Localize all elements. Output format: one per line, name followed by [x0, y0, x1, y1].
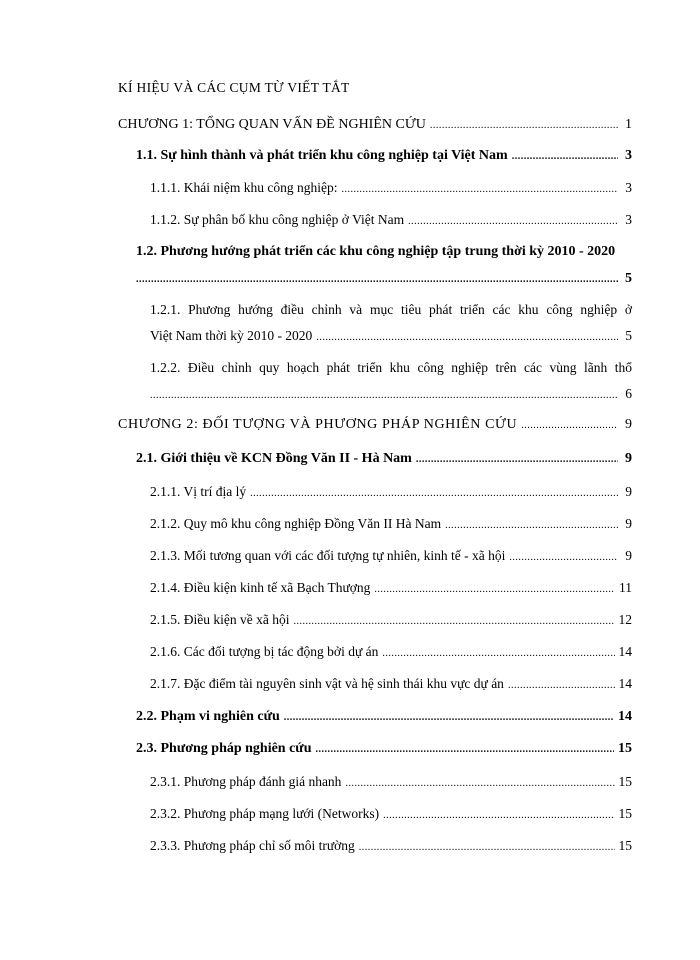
toc-page-number: 15	[618, 838, 632, 853]
toc-entry-1-1-1[interactable]	[150, 180, 632, 198]
toc-entry-1-2-1-line1[interactable]	[150, 302, 632, 318]
toc-page-number: 3	[625, 180, 632, 195]
dot-leader	[316, 330, 618, 346]
toc-page-number: 5	[625, 328, 632, 343]
toc-page-number: 12	[618, 612, 632, 627]
toc-page-number: 3	[625, 148, 632, 163]
toc-entry-title: CHƯƠNG 2: ĐỐI TƯỢNG VÀ PHƯƠNG PHÁP NGHIÊN CỨU	[118, 417, 518, 432]
dot-leader	[150, 388, 618, 404]
toc-entry-title: 2.1.3. Mối tương quan với các đối tượng tự nhiên, kinh tế - xã hội	[150, 548, 506, 563]
toc-entry-2-1-5[interactable]	[150, 612, 632, 630]
dot-leader	[383, 808, 614, 824]
abbreviations-heading: KÍ HIỆU VÀ CÁC CỤM TỪ VIẾT TẮT	[118, 80, 350, 95]
toc-entry-title: 1.2. Phương hướng phát triển các khu công nghiệp tập trung thời kỳ 2010 - 2020	[136, 244, 616, 259]
toc-entry-chapter-2[interactable]	[118, 417, 632, 434]
toc-page-number: 15	[618, 774, 632, 789]
toc-entry-1-2-2-line1[interactable]	[150, 360, 632, 376]
toc-entry-2-2[interactable]	[136, 709, 632, 726]
toc-entry-title: 2.1.1. Vị trí địa lý	[150, 484, 247, 499]
toc-page-number: 14	[618, 709, 632, 724]
toc-page-number: 5	[625, 271, 632, 286]
toc-entry-2-1-3[interactable]	[150, 548, 632, 566]
dot-leader	[341, 182, 618, 198]
toc-entry-title: 1.2.2. Điều chỉnh quy hoạch phát triển khu công nghiệp trên các vùng lãnh thổ	[150, 360, 632, 375]
toc-entry-2-3-3[interactable]	[150, 838, 632, 856]
dot-leader	[316, 742, 615, 758]
dot-leader	[430, 118, 618, 134]
toc-page-number: 3	[625, 212, 632, 227]
toc-entry-2-1-1[interactable]	[150, 484, 632, 502]
dot-leader	[521, 418, 618, 434]
toc-entry-title: 2.1. Giới thiệu về KCN Đồng Văn II - Hà Nam	[136, 451, 412, 466]
toc-entry-title: 1.1.1. Khái niệm khu công nghiệp:	[150, 180, 338, 195]
toc-entry-title: 2.1.6. Các đối tượng bị tác động bởi dự án	[150, 644, 379, 659]
dot-leader	[382, 646, 614, 662]
toc-page-number: 9	[625, 417, 632, 432]
toc-page-number: 9	[625, 451, 632, 466]
toc-entry-title: 1.1.2. Sự phân bố khu công nghiệp ở Việt Nam	[150, 212, 405, 227]
toc-entry-chapter-1[interactable]	[118, 117, 632, 134]
toc-entry-1-1-2[interactable]	[150, 212, 632, 230]
toc-page-number: 14	[618, 676, 632, 691]
toc-entry-title: 2.1.5. Điều kiện về xã hội	[150, 612, 290, 627]
toc-entry-2-1-2[interactable]	[150, 516, 632, 534]
toc-page-number: 9	[625, 516, 632, 531]
toc-entry-1-2-2-line2[interactable]	[150, 386, 632, 404]
toc-entry-title: 2.3.1. Phương pháp đánh giá nhanh	[150, 774, 342, 789]
toc-entry-2-1-7[interactable]	[150, 676, 632, 694]
toc-entry-title: 2.1.4. Điều kiện kinh tế xã Bạch Thượng	[150, 580, 371, 595]
toc-entry-1-2-line1[interactable]	[136, 244, 632, 260]
toc-entry-2-1[interactable]	[136, 451, 632, 468]
dot-leader	[445, 518, 618, 534]
dot-leader	[136, 272, 618, 288]
toc-entry-title: 2.1.7. Đặc điểm tài nguyên sinh vật và hệ sinh thái khu vực dự án	[150, 676, 504, 691]
toc-entry-2-1-4[interactable]	[150, 580, 632, 598]
toc-page-number: 14	[618, 644, 632, 659]
toc-entry-title: 2.2. Phạm vi nghiên cứu	[136, 709, 280, 724]
toc-page-number: 11	[619, 580, 632, 595]
toc-entry-title: Việt Nam thời kỳ 2010 - 2020	[150, 328, 313, 343]
toc-page-number: 9	[625, 484, 632, 499]
dot-leader	[508, 678, 615, 694]
toc-entry-1-1[interactable]	[136, 148, 632, 165]
toc-entry-1-2-1-line2[interactable]	[150, 328, 632, 346]
dot-leader	[284, 710, 614, 726]
dot-leader	[416, 452, 618, 468]
toc-entry-1-2-line2[interactable]	[136, 271, 632, 288]
toc-entry-2-1-6[interactable]	[150, 644, 632, 662]
dot-leader	[509, 550, 618, 566]
toc-entry-title: 2.3. Phương pháp nghiên cứu	[136, 741, 312, 756]
toc-entry-title: 2.1.2. Quy mô khu công nghiệp Đồng Văn II Hà Nam	[150, 516, 442, 531]
toc-page-number: 6	[625, 386, 632, 401]
dot-leader	[374, 582, 615, 598]
toc-page-number: 15	[618, 806, 632, 821]
dot-leader	[293, 614, 614, 630]
dot-leader	[345, 776, 614, 792]
toc-entry-title: 1.1. Sự hình thành và phát triển khu công nghiệp tại Việt Nam	[136, 148, 508, 163]
toc-page-number: 15	[618, 741, 632, 756]
toc-entry-title: CHƯƠNG 1: TỔNG QUAN VẤN ĐỀ NGHIÊN CỨU	[118, 117, 426, 132]
toc-entry-2-3-1[interactable]	[150, 774, 632, 792]
toc-entry-2-3[interactable]	[136, 741, 632, 758]
toc-page-number: 9	[625, 548, 632, 563]
toc-entry-2-3-2[interactable]	[150, 806, 632, 824]
dot-leader	[512, 149, 618, 165]
dot-leader	[359, 840, 615, 856]
toc-entry-title: 1.2.1. Phương hướng điều chỉnh và mục tiêu phát triển các khu công nghiệp ở	[150, 302, 632, 317]
dot-leader	[408, 214, 618, 230]
toc-page-number: 1	[625, 117, 632, 132]
toc-entry-title: 2.3.3. Phương pháp chỉ số môi trường	[150, 838, 355, 853]
dot-leader	[250, 486, 618, 502]
toc-entry-title: 2.3.2. Phương pháp mạng lưới (Networks)	[150, 806, 380, 821]
